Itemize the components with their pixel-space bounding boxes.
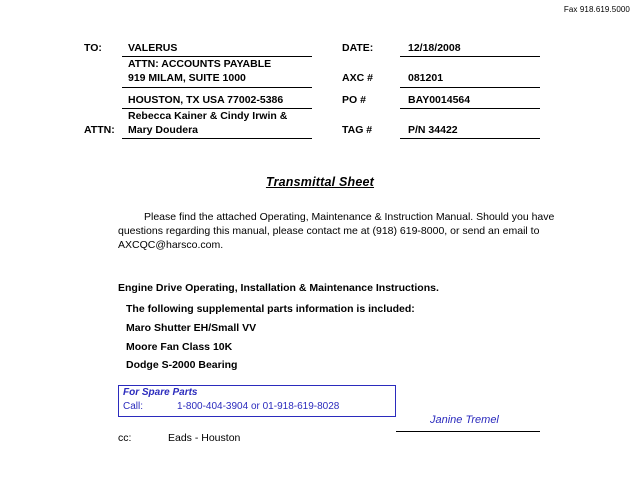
spare-parts-call-label: Call:: [123, 401, 144, 412]
address-underline: [122, 87, 312, 88]
tag-label: TAG #: [342, 124, 373, 136]
page-title: Transmittal Sheet: [265, 175, 375, 189]
tag-value: P/N 34422: [408, 124, 458, 136]
body-line-3: Maro Shutter EH/Small VV: [126, 322, 257, 334]
names-line: Rebecca Kainer & Cindy Irwin &: [128, 110, 288, 122]
body-line-2: The following supplemental parts information is included:: [126, 303, 415, 315]
header-block: [0, 36, 640, 151]
to-value: VALERUS: [128, 42, 178, 54]
cc-value: Eads - Houston: [168, 432, 241, 444]
to-underline: [122, 56, 312, 57]
to-label: TO:: [84, 42, 102, 54]
intro-paragraph: [118, 210, 556, 252]
po-label: PO #: [342, 94, 366, 106]
address-line: 919 MILAM, SUITE 1000: [128, 72, 246, 84]
body-line-1: Engine Drive Operating, Installation & Maintenance Instructions.: [118, 282, 439, 294]
attn-accounts-payable: ATTN: ACCOUNTS PAYABLE: [128, 58, 272, 70]
city-line: HOUSTON, TX USA 77002-5386: [128, 94, 284, 106]
signature-line: [396, 431, 540, 432]
axc-value: 081201: [408, 72, 444, 84]
tag-underline: [400, 138, 540, 139]
fax-header-text: Fax 918.619.5000: [563, 5, 630, 14]
attn-value: Mary Doudera: [128, 124, 199, 136]
city-underline: [122, 108, 312, 109]
signature-text: Janine Tremel: [430, 414, 499, 426]
po-value: BAY0014564: [408, 94, 471, 106]
cc-label: cc:: [118, 432, 132, 444]
paragraph-text: Please find the attached Operating, Maintenance & Instruction Manual. Should you have questions regarding this manual, please contact me at (918) 619-8000, or send an email to AXCQC@harsco.com.: [118, 211, 555, 251]
spare-parts-phone-numbers: 1-800-404-3904 or 01-918-619-8028: [177, 401, 340, 412]
axc-label: AXC #: [342, 72, 373, 84]
body-line-4: Moore Fan Class 10K: [126, 341, 233, 353]
attn-underline: [122, 138, 312, 139]
po-underline: [400, 108, 540, 109]
spare-parts-title: For Spare Parts: [123, 387, 198, 398]
date-label: DATE:: [342, 42, 374, 54]
body-line-5: Dodge S-2000 Bearing: [126, 359, 238, 371]
spare-parts-box: [118, 385, 396, 417]
axc-underline: [400, 87, 540, 88]
date-underline: [400, 56, 540, 57]
attn-label: ATTN:: [84, 124, 115, 136]
date-value: 12/18/2008: [408, 42, 461, 54]
